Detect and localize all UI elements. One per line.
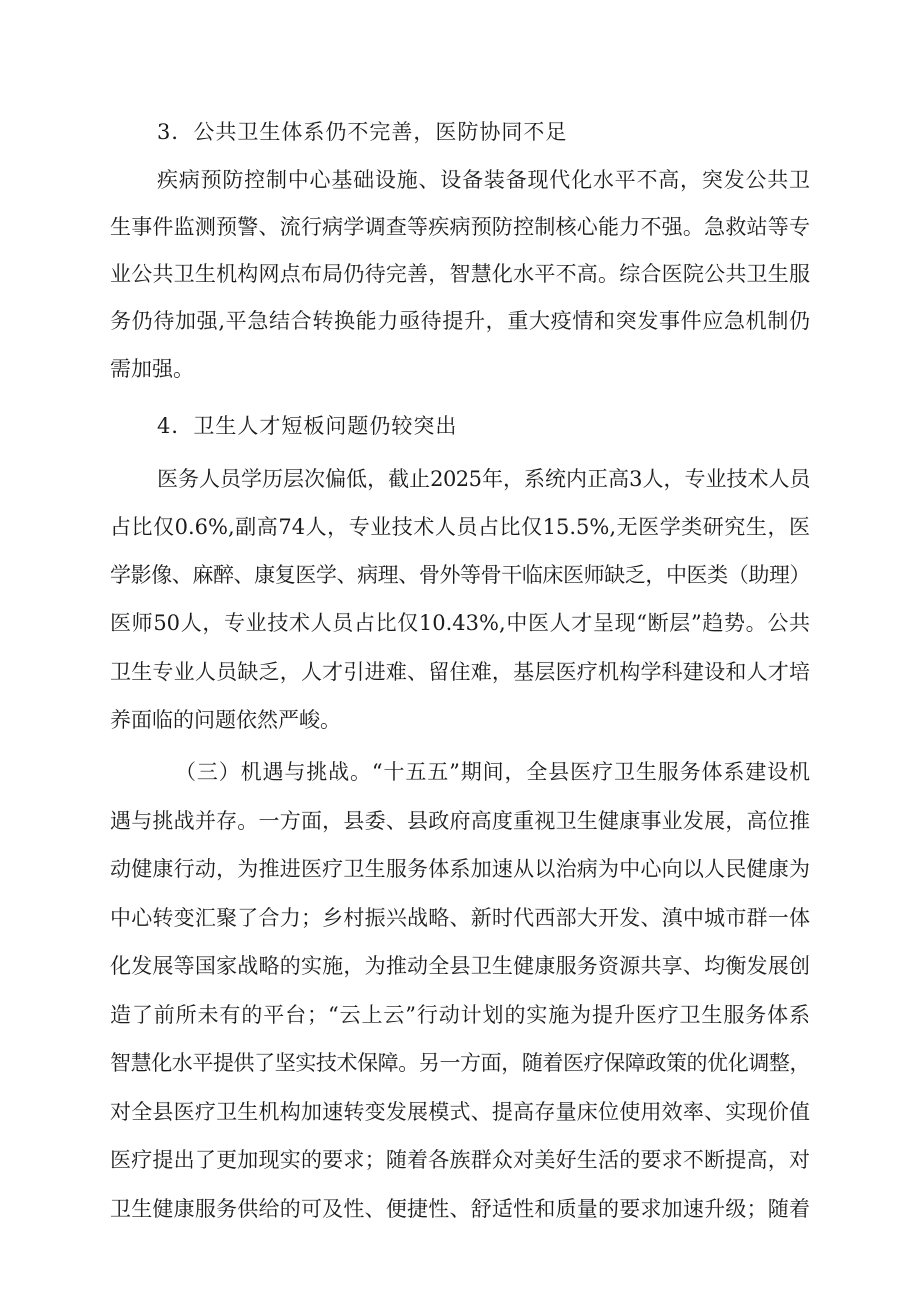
paragraph-line: 医疗提出了更加现实的要求；随着各族群众对美好生活的要求不断提高，对	[110, 1148, 810, 1172]
paragraph-line: 业公共卫生机构网点布局仍待完善，智慧化水平不高。综合医院公共卫生服	[110, 262, 810, 286]
paragraph-line: 医师50人，专业技术人员占比仅10.43%,中医人才呈现“断层”趋势。公共	[110, 611, 810, 635]
paragraph-line: 对全县医疗卫生机构加速转变发展模式、提高存量床位使用效率、实现价值	[110, 1100, 810, 1124]
paragraph-line: 卫生健康服务供给的可及性、便捷性、舒适性和质量的要求加速升级；随着	[110, 1197, 810, 1221]
paragraph-line: 动健康行动，为推进医疗卫生服务体系加速从以治病为中心向以人民健康为	[110, 857, 810, 881]
paragraph-line: 务仍待加强,平急结合转换能力亟待提升，重大疫情和突发事件应急机制仍	[110, 309, 810, 333]
paragraph-line: 造了前所未有的平台；“云上云”行动计划的实施为提升医疗卫生服务体系	[110, 1003, 810, 1027]
paragraph-line: 卫生专业人员缺乏，人才引进难、留住难，基层医疗机构学科建设和人才培	[110, 660, 810, 684]
section-4-heading: 4．卫生人才短板问题仍较突出	[157, 414, 458, 438]
paragraph-line: 养面临的问题依然严峻。	[110, 708, 341, 732]
paragraph-line: 智慧化水平提供了坚实技术保障。另一方面，随着医疗保障政策的优化调整，	[110, 1051, 810, 1075]
paragraph-line: 中心转变汇聚了合力；乡村振兴战略、新时代西部大开发、滇中城市群一体	[110, 906, 810, 930]
paragraph-line: （三）机遇与挑战。“十五五”期间，全县医疗卫生服务体系建设机	[175, 760, 810, 784]
paragraph-line: 疾病预防控制中心基础设施、设备装备现代化水平不高，突发公共卫	[157, 168, 810, 192]
paragraph-line: 医务人员学历层次偏低，截止2025年，系统内正高3人，专业技术人员	[157, 467, 810, 491]
paragraph-line: 生事件监测预警、流行病学调查等疾病预防控制核心能力不强。急救站等专	[110, 215, 810, 239]
paragraph-line: 学影像、麻醉、康复医学、病理、骨外等骨干临床医师缺乏，中医类（助理）	[110, 563, 810, 587]
paragraph-line: 占比仅0.6%,副高74人，专业技术人员占比仅15.5%,无医学类研究生，医	[110, 515, 810, 539]
paragraph-line: 遇与挑战并存。一方面，县委、县政府高度重视卫生健康事业发展，高位推	[110, 809, 810, 833]
paragraph-line: 化发展等国家战略的实施，为推动全县卫生健康服务资源共享、均衡发展创	[110, 954, 810, 978]
paragraph-line: 需加强。	[110, 357, 194, 381]
section-3-heading: 3．公共卫生体系仍不完善，医防协同不足	[157, 120, 568, 144]
